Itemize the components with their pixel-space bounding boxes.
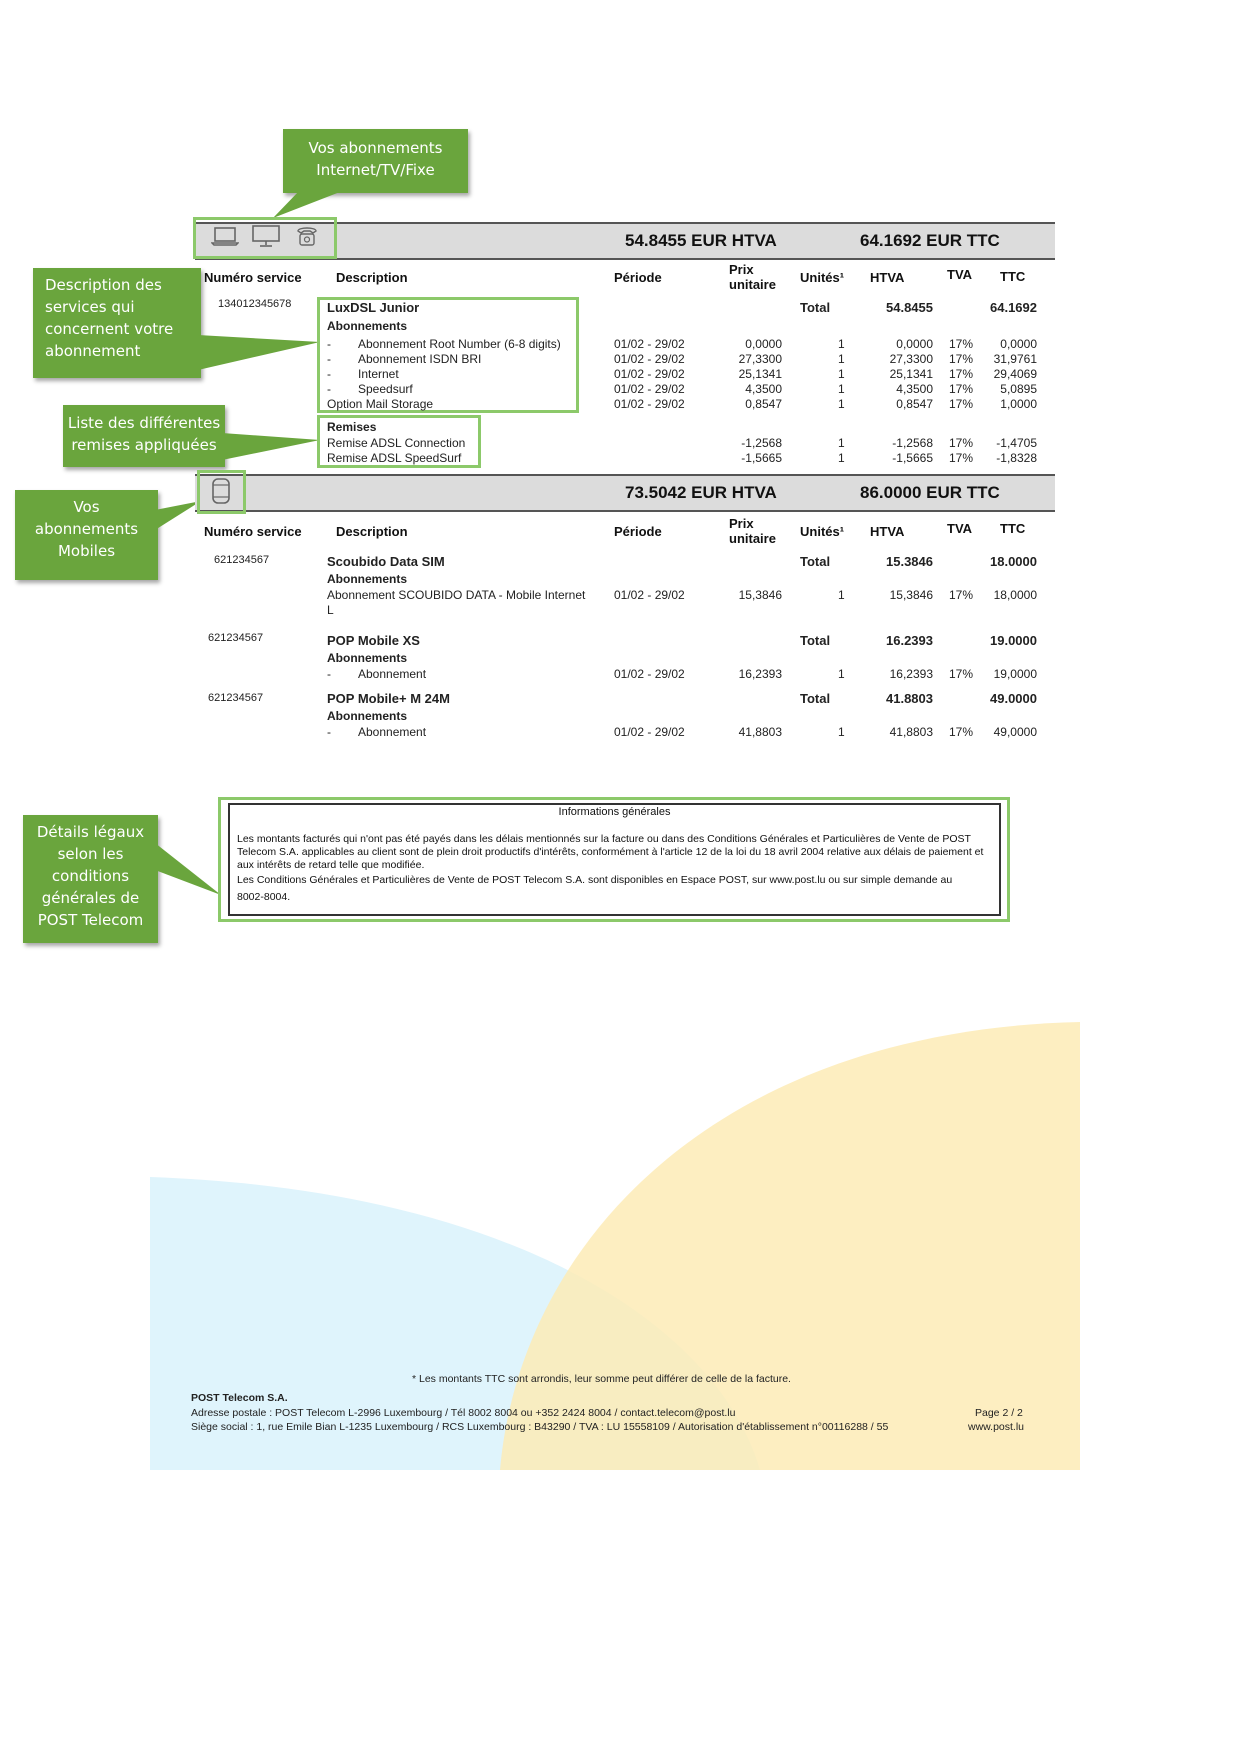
header-periode-2: Période <box>614 524 662 539</box>
mobile-row-prix: 15,3846 <box>738 588 782 602</box>
row-htva: 0,8547 <box>896 397 933 411</box>
row-htva: 27,3300 <box>889 352 933 366</box>
header-description-2: Description <box>336 524 408 539</box>
row-description: Internet <box>358 367 399 381</box>
header-unites: Unités¹ <box>800 270 845 285</box>
row-periode: 01/02 - 29/02 <box>614 367 685 381</box>
mobile-row-dash: - <box>327 667 331 681</box>
row-periode: 01/02 - 29/02 <box>614 382 685 396</box>
mobile-total-label: Total <box>800 691 831 706</box>
header-tva: TVA <box>947 267 973 282</box>
header-prix-line1: Prix <box>729 262 754 277</box>
mobile-row-prix: 16,2393 <box>738 667 782 681</box>
mobile-abonnements-label: Abonnements <box>327 572 408 586</box>
fixed-service-name: LuxDSL Junior <box>327 300 420 315</box>
header-prix-line2: unitaire <box>729 277 776 292</box>
header-numero: Numéro service <box>204 270 302 285</box>
row-prix: 0,8547 <box>745 397 782 411</box>
callout-internet <box>283 129 468 193</box>
row-ttc: 31,9761 <box>993 352 1037 366</box>
row-dash: - <box>327 382 331 396</box>
mobile-row-tva: 17% <box>949 667 974 681</box>
mobile-row-dash: - <box>327 725 331 739</box>
mobile-total-htva: 16.2393 <box>886 633 933 648</box>
row-ttc: 29,4069 <box>993 367 1037 381</box>
callout-legal-text: Détails légaux selon les conditions générales de POST Telecom <box>36 823 145 929</box>
mobile-row-prix: 41,8803 <box>738 725 782 739</box>
mobile-abonnements-label: Abonnements <box>327 651 408 665</box>
mobile-service-name: Scoubido Data SIM <box>327 554 445 569</box>
mobile-service-number: 621234567 <box>208 692 264 704</box>
mobile-row-htva: 15,3846 <box>889 588 933 602</box>
monitor-icon <box>251 224 281 248</box>
row-unites: 1 <box>838 352 845 366</box>
footer-website: www.post.lu <box>968 1421 1025 1433</box>
mobile-row-periode: 01/02 - 29/02 <box>614 667 685 681</box>
callout-remises <box>63 405 225 467</box>
row-htva: 4,3500 <box>896 382 933 396</box>
mobile-row-ttc: 18,0000 <box>993 588 1037 602</box>
header-numero-2: Numéro service <box>204 524 302 539</box>
section-internet-ttc: 64.1692 EUR TTC <box>860 231 1000 250</box>
fixed-total-label: Total <box>800 300 831 315</box>
row-dash: - <box>327 337 331 351</box>
callout-legal-tail <box>155 840 225 900</box>
mobile-total-label: Total <box>800 633 831 648</box>
remise-unites: 1 <box>838 451 845 465</box>
mobile-service-number: 621234567 <box>214 554 270 566</box>
mobile-service-name: POP Mobile+ M 24M <box>327 691 450 706</box>
mobile-row-unites: 1 <box>838 725 845 739</box>
footer-company: POST Telecom S.A. <box>191 1392 288 1404</box>
remise-description: Remise ADSL SpeedSurf <box>327 451 462 465</box>
callout-description-text: Description des services qui concernent votre abonnement <box>45 276 174 360</box>
row-unites: 1 <box>838 382 845 396</box>
mobile-row-description: Abonnement SCOUBIDO DATA - Mobile Internet <box>327 588 586 602</box>
remise-ttc: -1,8328 <box>996 451 1037 465</box>
row-unites: 1 <box>838 367 845 381</box>
mobile-total-ttc: 18.0000 <box>990 554 1037 569</box>
remise-unites: 1 <box>838 436 845 450</box>
remise-description: Remise ADSL Connection <box>327 436 466 450</box>
callout-mobile-text: Vos abonnements Mobiles <box>34 498 139 560</box>
remise-tva: 17% <box>949 451 974 465</box>
row-unites: 1 <box>838 337 845 351</box>
mobile-row-description: Abonnement <box>358 667 427 681</box>
footer-address: Adresse postale : POST Telecom L-2996 Luxembourg / Tél 8002 8004 ou +352 2424 8004 / contact.telecom@post.lu <box>191 1407 736 1419</box>
row-description: Abonnement Root Number (6-8 digits) <box>358 337 561 351</box>
mobile-row-tva: 17% <box>949 588 974 602</box>
mobile-icon <box>210 477 232 505</box>
header-prix-line2-2: unitaire <box>729 531 776 546</box>
header-tva-2: TVA <box>947 521 973 536</box>
row-prix: 4,3500 <box>745 382 782 396</box>
row-ttc: 1,0000 <box>1000 397 1037 411</box>
section-mobile-bar <box>195 474 1055 512</box>
mobile-row-tva: 17% <box>949 725 974 739</box>
row-unites: 1 <box>838 397 845 411</box>
row-description: Abonnement ISDN BRI <box>358 352 482 366</box>
header-description: Description <box>336 270 408 285</box>
remise-tva: 17% <box>949 436 974 450</box>
row-tva: 17% <box>949 367 974 381</box>
row-periode: 01/02 - 29/02 <box>614 397 685 411</box>
mobile-service-name: POP Mobile XS <box>327 633 420 648</box>
row-htva: 0,0000 <box>896 337 933 351</box>
legal-paragraph-2: Les Conditions Générales et Particulières de Vente de POST Telecom S.A. sont disponibles en Espace POST, sur www.post.lu ou sur simple demande au 8002-8004. <box>237 874 953 903</box>
remise-htva: -1,5665 <box>892 451 933 465</box>
callout-remises-tail <box>222 430 322 465</box>
mobile-row-htva: 16,2393 <box>889 667 933 681</box>
yellow-arc-shape <box>500 1022 1080 1470</box>
header-unites-2: Unités¹ <box>800 524 845 539</box>
mobile-row-description-cont: L <box>327 603 334 617</box>
callout-internet-text: Vos abonnements Internet/TV/Fixe <box>308 139 443 179</box>
remise-htva: -1,2568 <box>892 436 933 450</box>
row-tva: 17% <box>949 352 974 366</box>
mobile-total-ttc: 49.0000 <box>990 691 1037 706</box>
mobile-total-label: Total <box>800 554 831 569</box>
remises-label: Remises <box>327 420 377 434</box>
footer-note: * Les montants TTC sont arrondis, leur somme peut différer de celle de la facture. <box>412 1373 791 1385</box>
fixed-total-ttc: 64.1692 <box>990 300 1037 315</box>
fixed-service-number: 134012345678 <box>218 298 292 310</box>
row-htva: 25,1341 <box>889 367 933 381</box>
row-tva: 17% <box>949 397 974 411</box>
footer-page: Page 2 / 2 <box>975 1407 1023 1419</box>
remise-ttc: -1,4705 <box>996 436 1037 450</box>
section-mobile-htva: 73.5042 EUR HTVA <box>625 483 777 502</box>
mobile-row-unites: 1 <box>838 588 845 602</box>
mobile-total-htva: 15.3846 <box>886 554 933 569</box>
row-description: Option Mail Storage <box>327 397 434 411</box>
legal-paragraph-1: Les montants facturés qui n'ont pas été payés dans les délais mentionnés sur la facture ou dans des Conditions Générales et Particulières de Vente de POST Telecom S.A. applicables au client sont de plein droit productifs d'intérêts, conformément à l'article 12 de la loi du 18 avril 2004 relative aux délais de paiement et aux intérêts de retard telle que modifiée. <box>237 833 984 871</box>
row-description: Speedsurf <box>358 382 413 396</box>
callout-description-tail <box>198 330 323 380</box>
row-tva: 17% <box>949 382 974 396</box>
row-tva: 17% <box>949 337 974 351</box>
mobile-row-periode: 01/02 - 29/02 <box>614 588 685 602</box>
mobile-abonnements-label: Abonnements <box>327 709 408 723</box>
callout-internet-tail <box>270 190 350 220</box>
mobile-row-periode: 01/02 - 29/02 <box>614 725 685 739</box>
header-ttc: TTC <box>1000 269 1026 284</box>
mobile-row-ttc: 19,0000 <box>993 667 1037 681</box>
mobile-row-unites: 1 <box>838 667 845 681</box>
row-dash: - <box>327 367 331 381</box>
row-ttc: 0,0000 <box>1000 337 1037 351</box>
row-ttc: 5,0895 <box>1000 382 1037 396</box>
callout-remises-text: Liste des différentes remises appliquées <box>67 414 221 454</box>
header-ttc-2: TTC <box>1000 521 1026 536</box>
laptop-icon <box>211 225 239 247</box>
callout-mobile <box>15 490 158 580</box>
header-periode: Période <box>614 270 662 285</box>
mobile-total-ttc: 19.0000 <box>990 633 1037 648</box>
section-internet-htva: 54.8455 EUR HTVA <box>625 231 777 250</box>
mobile-row-ttc: 49,0000 <box>993 725 1037 739</box>
row-periode: 01/02 - 29/02 <box>614 337 685 351</box>
section-mobile-ttc: 86.0000 EUR TTC <box>860 483 1000 502</box>
row-prix: 27,3300 <box>738 352 782 366</box>
header-htva-2: HTVA <box>870 524 905 539</box>
callout-description <box>33 268 201 378</box>
row-prix: 25,1341 <box>738 367 782 381</box>
fixed-total-htva: 54.8455 <box>886 300 933 315</box>
header-htva: HTVA <box>870 270 905 285</box>
remise-prix: -1,2568 <box>741 436 782 450</box>
fixed-abonnements-label: Abonnements <box>327 319 408 333</box>
mobile-total-htva: 41.8803 <box>886 691 933 706</box>
mobile-service-number: 621234567 <box>208 632 264 644</box>
footer-siege: Siège social : 1, rue Emile Bian L-1235 Luxembourg / RCS Luxembourg : B43290 / TVA : LU 15558109 / Autorisation d'établissement n°00116288 / 55 <box>191 1421 889 1433</box>
phone-icon <box>295 224 319 248</box>
callout-legal <box>23 815 158 943</box>
row-periode: 01/02 - 29/02 <box>614 352 685 366</box>
mobile-row-description: Abonnement <box>358 725 427 739</box>
legal-title: Informations générales <box>558 806 671 818</box>
remise-prix: -1,5665 <box>741 451 782 465</box>
row-prix: 0,0000 <box>745 337 782 351</box>
header-prix-line1-2: Prix <box>729 516 754 531</box>
row-dash: - <box>327 352 331 366</box>
mobile-row-htva: 41,8803 <box>889 725 933 739</box>
